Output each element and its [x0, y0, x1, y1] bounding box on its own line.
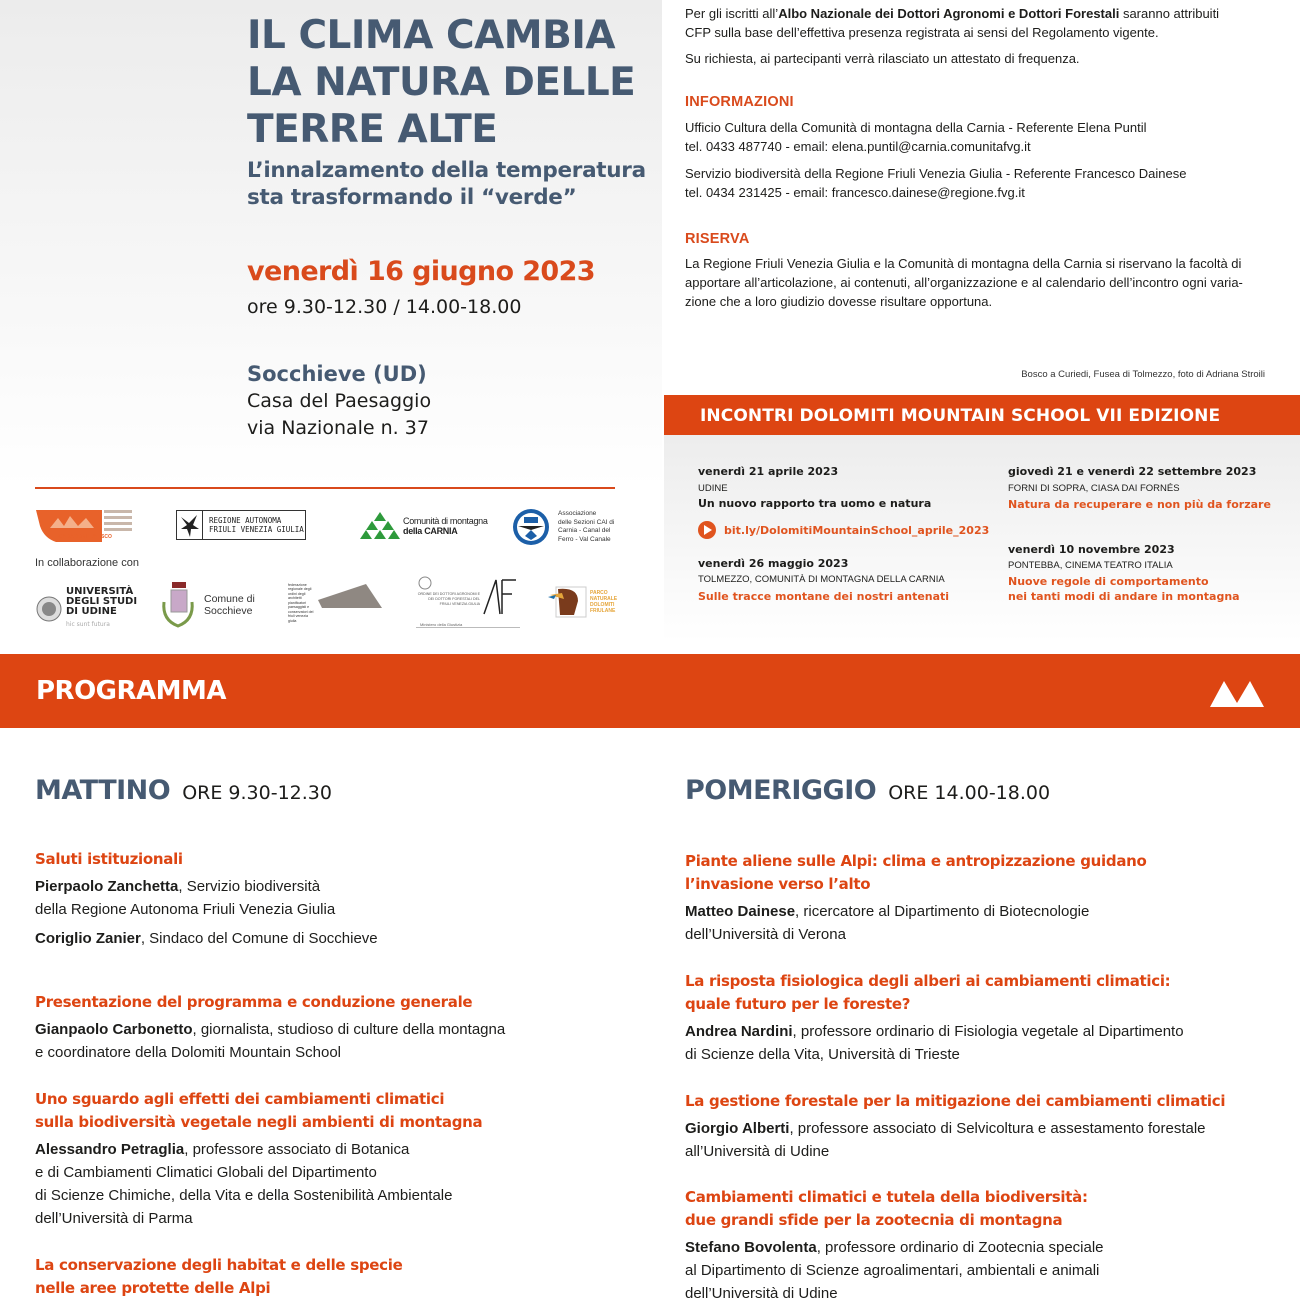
contact-email-link[interactable]: tel. 0433 487740 - email: elena.puntil@carnia.comunitafvg.it: [685, 139, 1031, 154]
talk-title-line: La gestione forestale per la mitigazione dei cambiamenti climatici: [685, 1092, 1226, 1110]
play-icon: [698, 521, 716, 539]
talk-speaker: [685, 900, 1285, 946]
logo-text: NATURALE: [590, 596, 618, 602]
talk-title-line: Piante aliene sulle Alpi: clima e antropizzazione guidano: [685, 852, 1147, 870]
speaker-name: Gianpaolo Carbonetto: [35, 1021, 193, 1038]
incontro-title: Sulle tracce montane dei nostri antenati: [698, 590, 950, 603]
logo-fondazione-dolomiti: [36, 504, 136, 544]
architetti-logo-icon: [314, 578, 384, 628]
title-line: LA NATURA DELLE: [247, 60, 636, 105]
fvg-eagle-logo-icon: [177, 511, 203, 539]
session-time: ORE 14.00-18.00: [888, 782, 1051, 804]
logo-parco-dolomiti-friulane: [548, 585, 617, 619]
logo-text: UNIVERSITÀ: [66, 586, 134, 597]
logo-text: Socchieve: [204, 605, 253, 617]
collaboration-label: In collaborazione con: [35, 557, 139, 569]
incontro-title: Un nuovo rapporto tra uomo e natura: [698, 497, 932, 510]
contact-text: Servizio biodiversità della Regione Friuli Venezia Giulia - Referente Francesco Dainese: [685, 166, 1187, 181]
logo-carnia: [360, 512, 488, 540]
event-date: venerdì 16 giugno 2023: [247, 256, 595, 287]
cai-logo-icon: [512, 508, 550, 546]
talk-title: [685, 970, 1285, 1016]
speaker-role: dell’Università di Verona: [685, 926, 846, 943]
logo-cai: [512, 508, 614, 546]
incontro-video-link[interactable]: [698, 521, 989, 539]
logo-text: Ferro - Val Canale: [558, 535, 611, 543]
logo-text: FRIULI VENEZIA GIULIA: [209, 525, 304, 534]
cfp-note: [685, 4, 1219, 42]
talk-item: [685, 1090, 1285, 1163]
speaker-name: Coriglio Zanier: [35, 930, 141, 947]
talk-item: [685, 1186, 1285, 1300]
cfp-text: saranno attribuiti: [1119, 6, 1220, 21]
hero-panel: [0, 0, 662, 650]
session-pomeriggio: [685, 775, 1050, 806]
logo-motto: hic sunt futura: [66, 621, 110, 628]
speaker-name: Andrea Nardini: [685, 1023, 793, 1040]
cfp-albo: Albo Nazionale dei Dottori Agronomi e Dottori Forestali: [778, 6, 1120, 21]
logo-text: ORDINE DEI DOTTORI AGRONOMI E DEI DOTTORI FORESTALI DEL FRIULI VENEZIA GIULIA: [417, 592, 480, 606]
talk-speaker: [35, 927, 635, 950]
speaker-role: dell’Università di Udine: [685, 1285, 838, 1300]
speaker-role: , professore associato di Selvicoltura e assestamento forestale: [789, 1120, 1206, 1137]
event-title: [247, 12, 635, 153]
logo-text: Comune di: [204, 593, 255, 605]
speaker-role: , professore ordinario di Fisiologia vegetale al Dipartimento: [792, 1023, 1184, 1040]
speaker-role: della Regione Autonoma Friuli Venezia Giulia: [35, 901, 336, 918]
incontro-date: giovedì 21 e venerdì 22 settembre 2023: [1008, 465, 1257, 478]
logo-text: federazione regionale degli ordini degli architetti pianificatori paesaggisti e conservatori del friuli venezia giulia: [288, 582, 314, 623]
talk-title-line: Saluti istituzionali: [35, 850, 183, 868]
programma-banner: [0, 654, 1300, 728]
cfp-text: CFP sulla base dell’effettiva presenza registrata ai sensi del Regolamento vigente.: [685, 25, 1159, 40]
socchieve-crest-logo-icon: [158, 580, 198, 630]
incontro-place: FORNI DI SOPRA, CIASA DAI FORNÉS: [1008, 483, 1180, 494]
incontro-title: Natura da recuperare e non più da forzare: [1008, 498, 1271, 511]
incontro-title-line: nei tanti modi di andare in montagna: [1008, 590, 1240, 603]
venue-address: via Nazionale n. 37: [247, 417, 429, 439]
logo-comune-socchieve: [158, 580, 255, 630]
talk-title-line: Cambiamenti climatici e tutela della biodiversità:: [685, 1188, 1088, 1206]
incontro-date: venerdì 10 novembre 2023: [1008, 543, 1175, 556]
logo-text: DI UDINE: [66, 606, 117, 617]
talk-title: [35, 1088, 635, 1134]
speaker-name: Stefano Bovolenta: [685, 1239, 817, 1256]
speaker-role: di Scienze della Vita, Università di Trieste: [685, 1046, 960, 1063]
divider: [35, 487, 615, 489]
incontri-heading: INCONTRI DOLOMITI MOUNTAIN SCHOOL VII EDIZIONE: [664, 395, 1300, 435]
event-subtitle: [247, 157, 646, 211]
logo-text: FRIULANE: [590, 608, 616, 614]
parco-dolomiti-friulane-logo-icon: [548, 585, 588, 619]
speaker-role: , professore associato di Botanica: [184, 1141, 410, 1158]
subtitle-line: L’innalzamento della temperatura: [247, 158, 646, 183]
link-text[interactable]: bit.ly/DolomitiMountainSchool_aprile_2023: [724, 523, 990, 537]
talk-title: [685, 1090, 1285, 1113]
riserva-line: zione che a loro giudizio dovesse risultare opportuna.: [685, 294, 993, 309]
talk-item: [685, 850, 1285, 946]
talk-title-line: sulla biodiversità vegetale negli ambienti di montagna: [35, 1113, 483, 1131]
talk-title-line: due grandi sfide per la zootecnia di montagna: [685, 1211, 1063, 1229]
riserva-heading: RISERVA: [685, 231, 750, 247]
logo-text: delle Sezioni CAI di: [558, 518, 615, 526]
incontro-place: TOLMEZZO, COMUNITÀ DI MONTAGNA DELLA CARNIA: [698, 574, 945, 585]
speaker-role: , Servizio biodiversità: [178, 878, 321, 895]
logo-text: DEGLI STUDI: [66, 596, 138, 607]
logo-architetti: [288, 578, 384, 628]
venue-city: Socchieve (UD): [247, 362, 427, 386]
subtitle-line: sta trasformando il “verde”: [247, 185, 577, 210]
incontro-title-line: Nuove regole di comportamento: [1008, 575, 1209, 588]
logo-text: Associazione: [558, 510, 597, 517]
talk-speaker: [35, 1018, 635, 1064]
talk-item: [35, 1254, 635, 1300]
logo-subtext: Ministero della Giustizia: [420, 622, 463, 627]
speaker-role: e coordinatore della Dolomiti Mountain School: [35, 1044, 342, 1061]
logo-text: Comunità di montagna: [403, 516, 488, 526]
venue-name: Casa del Paesaggio: [247, 390, 432, 412]
contact-francesco-dainese: [685, 164, 1186, 202]
carnia-trees-logo-icon: [360, 512, 400, 540]
logo-uniud: [36, 587, 137, 630]
riserva-line: apportare all’articolazione, ai contenuti, all’organizzazione e al calendario dell’incontro ogni varia-: [685, 275, 1243, 290]
talk-title-line: l’invasione verso l’alto: [685, 875, 871, 893]
session-name: POMERIGGIO: [685, 775, 877, 806]
event-hours: ore 9.30-12.30 / 14.00-18.00: [247, 296, 522, 318]
talk-speaker: [35, 875, 635, 921]
informazioni-heading: INFORMAZIONI: [685, 94, 794, 110]
speaker-role: all’Università di Udine: [685, 1143, 830, 1160]
speaker-role: di Scienze Chimiche, della Vita e della Sostenibilità Ambientale: [35, 1187, 453, 1204]
talk-speaker: [685, 1236, 1285, 1300]
talk-title-line: La conservazione degli habitat e delle specie: [35, 1256, 403, 1274]
logo-text: della CARNIA: [403, 526, 458, 536]
speaker-name: Matteo Dainese: [685, 903, 796, 920]
title-line: IL CLIMA CAMBIA: [247, 13, 616, 58]
talk-title-line: La risposta fisiologica degli alberi ai cambiamenti climatici:: [685, 972, 1171, 990]
speaker-role: , professore ordinario di Zootecnia speciale: [816, 1239, 1104, 1256]
session-time: ORE 9.30-12.30: [182, 782, 332, 804]
talk-title-line: nelle aree protette delle Alpi: [35, 1279, 271, 1297]
speaker-role: e di Cambiamenti Climatici Globali del Dipartimento: [35, 1164, 377, 1181]
logo-text: PARCO: [590, 590, 608, 596]
talk-speaker: [35, 1138, 635, 1230]
session-name: MATTINO: [35, 775, 171, 806]
incontro-place: PONTEBBA, CINEMA TEATRO ITALIA: [1008, 560, 1173, 571]
logo-text: FONDAZIONE UNESCO: [56, 534, 112, 540]
contact-text: Ufficio Cultura della Comunità di montagna della Carnia - Referente Elena Puntil: [685, 120, 1147, 135]
incontro-date: venerdì 21 aprile 2023: [698, 465, 839, 478]
talk-item: [685, 970, 1285, 1066]
talk-speaker: [685, 1117, 1285, 1163]
logo-regione-fvg: [176, 510, 306, 540]
incontro-date: venerdì 26 maggio 2023: [698, 557, 849, 570]
speaker-role: , ricercatore al Dipartimento di Biotecnologie: [795, 903, 1090, 920]
contact-elena-puntil: [685, 118, 1147, 156]
italian-emblem-icon: [418, 576, 432, 590]
riserva-line: La Regione Friuli Venezia Giulia e la Comunità di montagna della Carnia si riservano la facoltà di: [685, 256, 1242, 271]
talk-speaker: [685, 1020, 1285, 1066]
cfp-text: Per gli iscritti all’: [685, 6, 779, 21]
speaker-role: , giornalista, studioso di culture della montagna: [192, 1021, 506, 1038]
speaker-name: Giorgio Alberti: [685, 1120, 790, 1137]
talk-item: [35, 991, 635, 1064]
programma-heading: PROGRAMMA: [36, 676, 227, 706]
title-line: TERRE ALTE: [247, 107, 498, 152]
riserva-text: [685, 254, 1243, 311]
incontri-panel: [664, 395, 1300, 642]
attestato-note: Su richiesta, ai partecipanti verrà rilasciato un attestato di frequenza.: [685, 51, 1080, 66]
logo-text: REGIONE AUTONOMA: [209, 516, 282, 525]
talk-title: [35, 991, 635, 1014]
logo-text: Carnia - Canal del: [558, 527, 611, 534]
talk-title-line: Uno sguardo agli effetti dei cambiamenti climatici: [35, 1090, 445, 1108]
talk-title: [35, 848, 635, 871]
talk-item: [35, 1088, 635, 1230]
contact-email-link[interactable]: tel. 0434 231425 - email: francesco.dainese@regione.fvg.it: [685, 185, 1025, 200]
logo-text: DOLOMITI: [590, 602, 615, 608]
talk-title: [685, 1186, 1285, 1232]
speaker-role: , Sindaco del Comune di Socchieve: [140, 930, 378, 947]
agronomi-forestali-logo-icon: [480, 576, 520, 616]
photo-caption: Bosco a Curiedi, Fusea di Tolmezzo, foto di Adriana Stroili: [1021, 369, 1265, 380]
speaker-role: al Dipartimento di Scienze agroalimentari, ambientali e animali: [685, 1262, 1100, 1279]
session-mattino: [35, 775, 332, 806]
incontro-place: UDINE: [698, 483, 728, 494]
incontro-title: [1008, 574, 1240, 604]
speaker-role: dell’Università di Parma: [35, 1210, 193, 1227]
speaker-name: Alessandro Petraglia: [35, 1141, 185, 1158]
talk-title: [685, 850, 1285, 896]
uniud-seal-logo-icon: [36, 596, 62, 622]
logo-agronomi-forestali: [416, 576, 520, 628]
talk-title-line: quale futuro per le foreste?: [685, 995, 911, 1013]
mountain-peaks-icon: [1210, 677, 1264, 707]
talk-title: [35, 1254, 635, 1300]
talk-title-line: Presentazione del programma e conduzione generale: [35, 993, 473, 1011]
talk-item: [35, 848, 635, 950]
speaker-name: Pierpaolo Zanchetta: [35, 878, 179, 895]
